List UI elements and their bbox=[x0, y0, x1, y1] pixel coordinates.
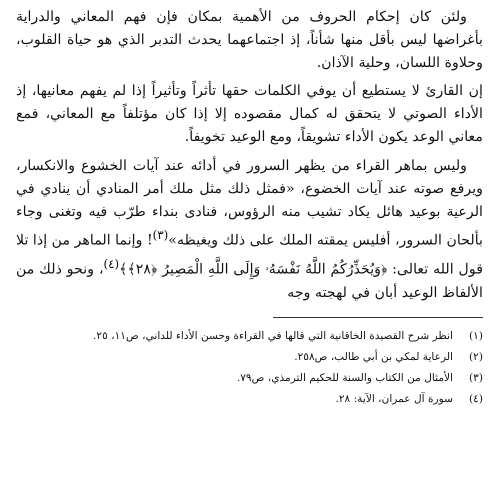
quran-verse: وَيُحَذِّرُكُمُ اللَّهُ نَفْسَهُۥ وَإِلَى اللَّهِ الْمَصِيرُ ﴿٢٨﴾ bbox=[127, 261, 381, 278]
footnote-number: (٢) bbox=[469, 350, 483, 363]
footnote-text: سورة آل عمران، الآية: ٢٨. bbox=[335, 392, 453, 405]
paragraph-3-middle: ! وإنما الماهر من إذا تلا قول الله تعالى: ﴿ bbox=[16, 232, 483, 278]
footnote-number: (٤) bbox=[469, 392, 483, 405]
paragraph-3 bbox=[16, 155, 483, 305]
footnote-ref-4: (٤) bbox=[103, 256, 120, 271]
paragraph-2: إن القارئ لا يستطيع أن يوفي الكلمات حقها تأثراً وتأثيراً إذا لم يفهم معانيها، إذ الأداء الصوتي لا يتحقق له كمال مقصوده إلا إذا كان مؤتلفاً مع المعاني، فمع معاني الوعد يكون الأداء تشويقاً، ومع الوعيد تخويفاً. bbox=[16, 83, 483, 146]
footnote-ref-3: (٣) bbox=[152, 227, 169, 242]
footnote-text: انظر شرح القصيدة الخاقانية التي قالها في القراءة وحسن الأداء للداني، ص١١، ٢٥. bbox=[93, 329, 453, 342]
footnote-4 bbox=[16, 389, 483, 410]
footnote-text: الرعاية لمكي بن أبي طالب، ص٢٥٨. bbox=[294, 350, 453, 363]
paragraph-1: ولئن كان إحكام الحروف من الأهمية بمكان فإن فهم المعاني والدراية بأغراضها ليس بأقل منها شأناً، إذ اجتماعهما يحدث التدبر الذي هو حياة القلوب، وحلاوة اللسان، وحلية الآذان. bbox=[16, 9, 483, 72]
footnote-number: (١) bbox=[469, 329, 483, 342]
footnote-number: (٣) bbox=[469, 371, 483, 384]
paragraph-3-end: ، ونحو ذلك من الألفاظ الوعيد أبان في لهجته وجه bbox=[16, 261, 483, 301]
footnote-2 bbox=[16, 347, 483, 368]
footnote-1 bbox=[16, 326, 483, 347]
quran-close-bracket: ﴾ bbox=[119, 261, 128, 278]
footnote-3 bbox=[16, 368, 483, 389]
footnotes bbox=[16, 326, 483, 410]
footnote-separator bbox=[273, 317, 483, 318]
footnote-text: الأمثال من الكتاب والسنة للحكيم الترمذي، ص٧٩. bbox=[236, 371, 453, 384]
paragraph-3-text: وليس بماهر القراء من يظهر السرور في أدائه عند آيات الخشوع والانكسار، ويرفع صوته عند آيات الخضوع، «فمثل ذلك مثل ملك أمر المنادي أن ينادي في الرعية بوعيد هائل يكاد تشيب منه الرؤوس، فنادى بنداء طرّب فيه وتغنى وجاء بألحان السرور، أفليس يمقته الملك على ذلك ويغيظه» bbox=[16, 157, 483, 249]
